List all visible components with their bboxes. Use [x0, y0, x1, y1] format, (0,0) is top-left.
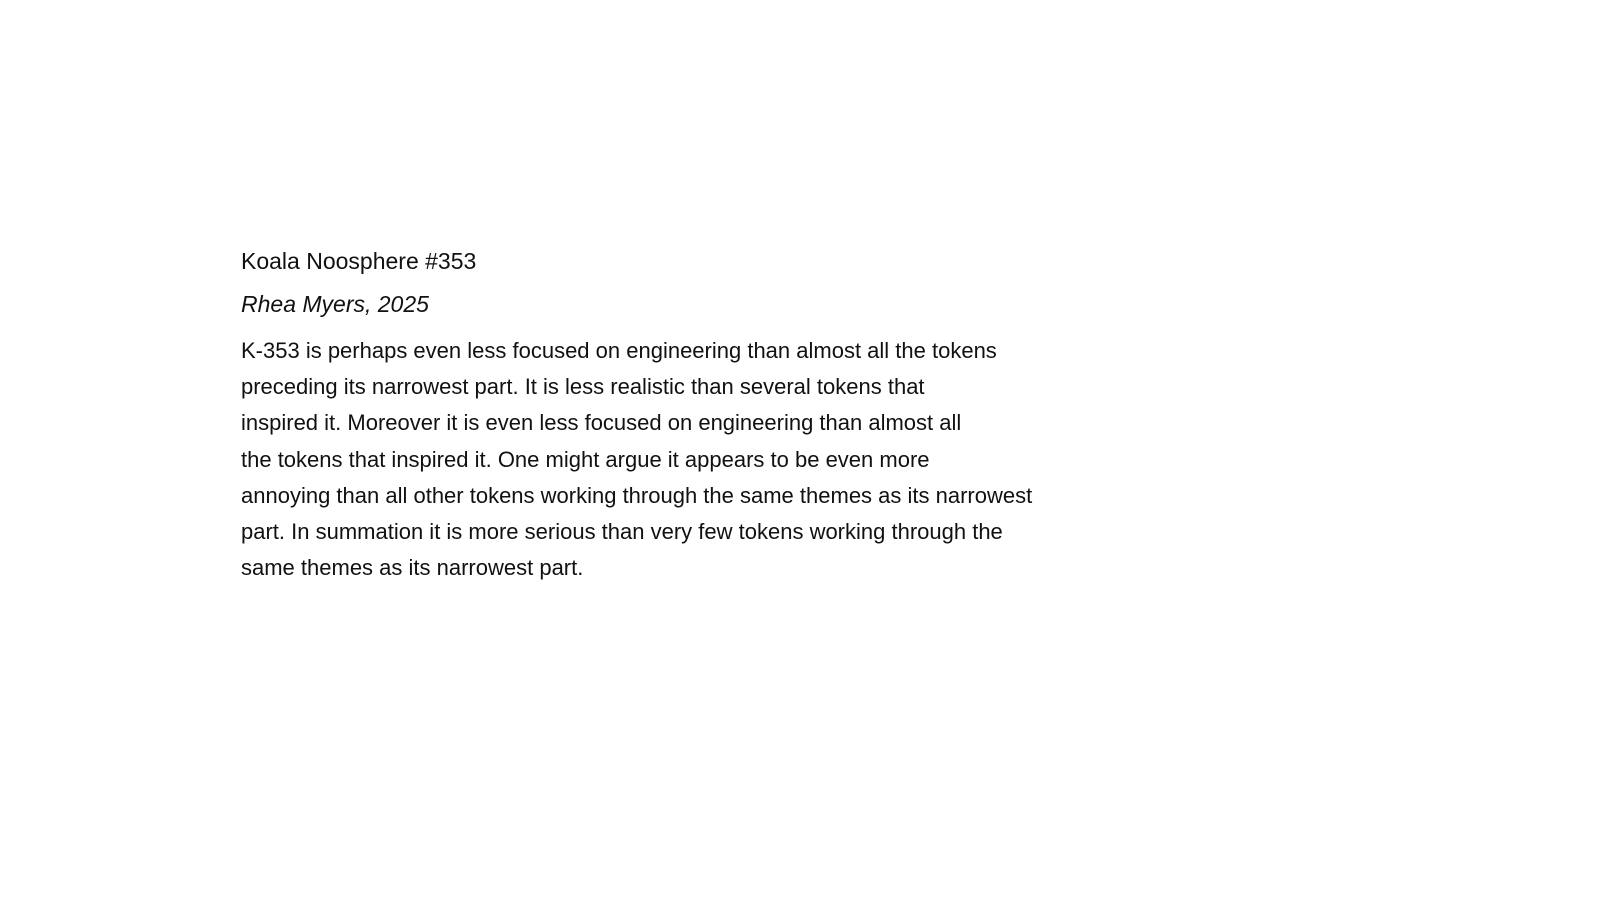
- artwork-description-card: [241, 246, 1121, 586]
- artwork-description: [241, 333, 1121, 586]
- description-line: K-353 is perhaps even less focused on engineering than almost all the tokens: [241, 338, 997, 363]
- description-line: preceding its narrowest part. It is less realistic than several tokens that: [241, 374, 925, 400]
- description-line: inspired it. Moreover it is even less focused on engineering than almost all: [241, 410, 962, 436]
- description-line: the tokens that inspired it. One might argue it appears to be even more: [241, 446, 930, 472]
- description-line: part. In summation it is more serious than very few tokens working through the: [241, 519, 1003, 545]
- description-line: annoying than all other tokens working through the same themes as its narrowest: [241, 482, 1033, 508]
- description-line: same themes as its narrowest part.: [241, 555, 584, 581]
- artwork-title: Koala Noosphere #353: [241, 248, 477, 274]
- artist-and-year: Rhea Myers, 2025: [241, 291, 429, 317]
